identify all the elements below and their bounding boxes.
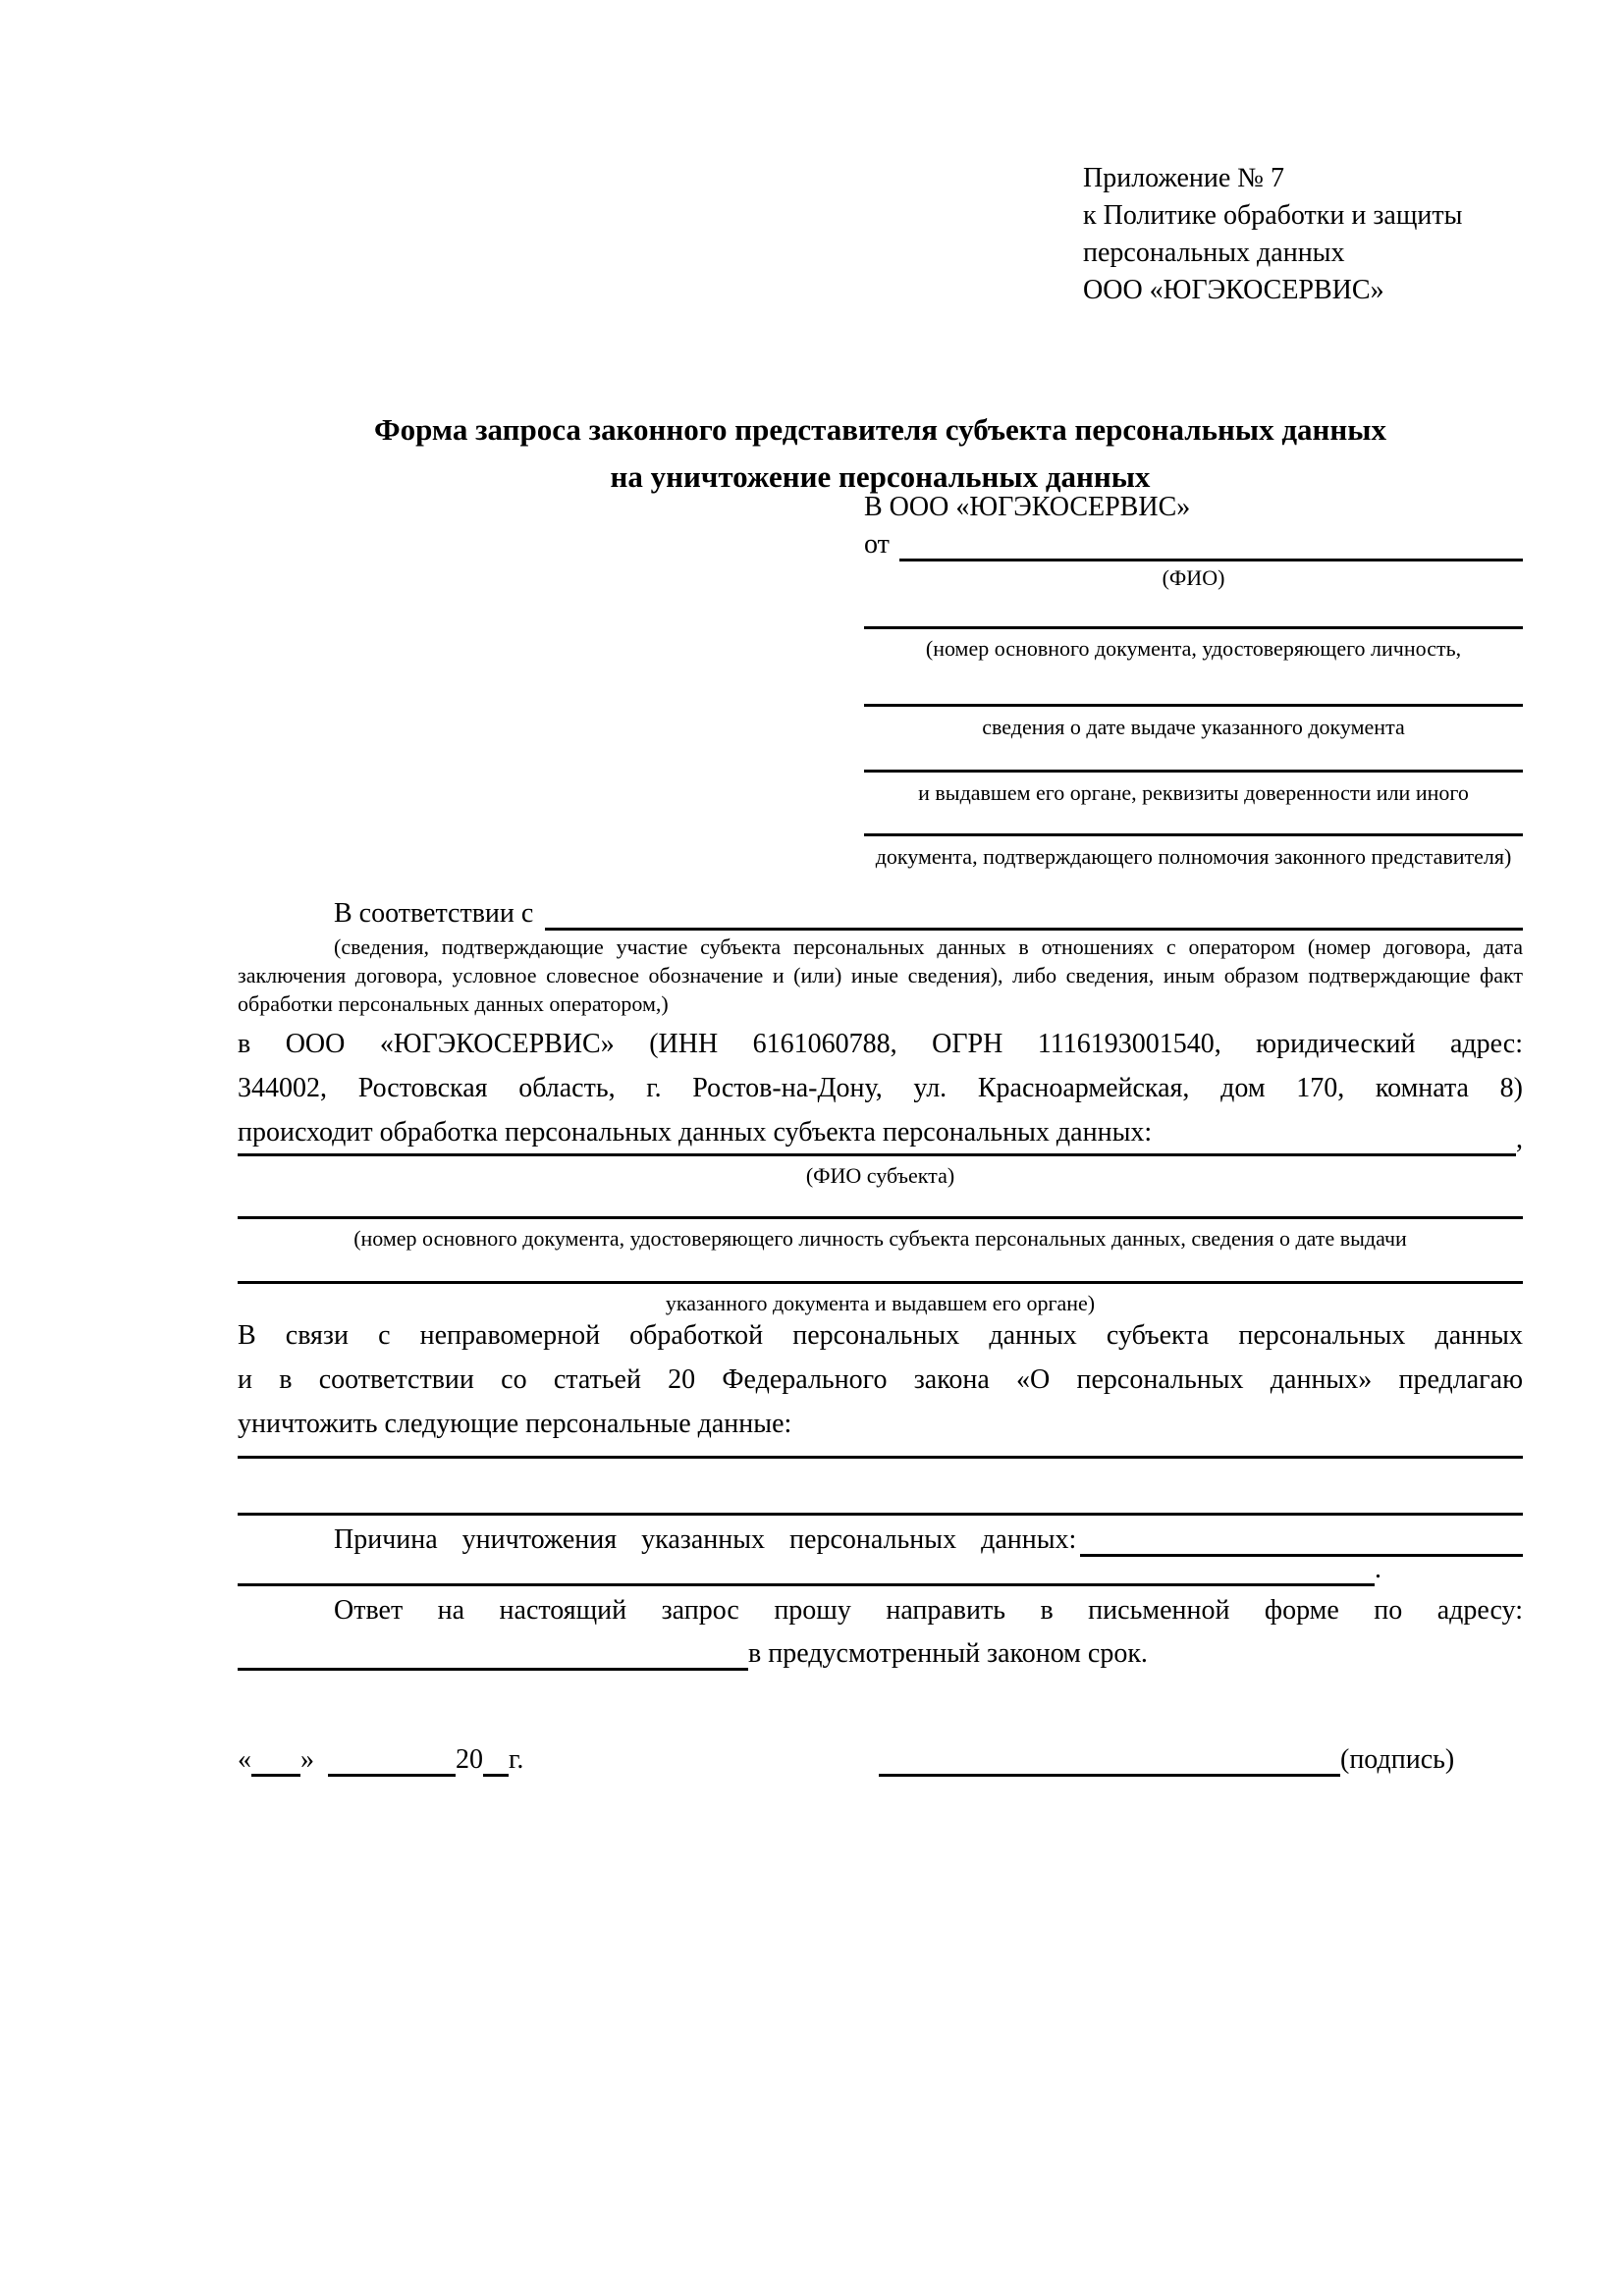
from-label: от	[864, 529, 890, 560]
fill-line-accordance	[545, 928, 1523, 931]
trailing-period: .	[1375, 1554, 1381, 1584]
accordance-fine-print	[238, 933, 1523, 1018]
caption-representative-doc-4: документа, подтверждающего полномочия законного представителя)	[875, 844, 1512, 869]
date-year-prefix: 20	[456, 1744, 483, 1775]
subject-name-row	[238, 1125, 1523, 1156]
fill-line-subject-doc-2	[238, 1281, 1523, 1284]
recipient-line: В ООО «ЮГЭКОСЕРВИС»	[864, 492, 1191, 522]
reply-address-row	[238, 1635, 1523, 1671]
fine-print-line: заключения договора, условное словесное обозначение и (или) иные сведения), либо сведения, иным образом подтверждающие факт	[238, 963, 1523, 988]
title-line: Форма запроса законного представителя субъекта персональных данных	[374, 412, 1386, 447]
fill-line-data-1	[238, 1456, 1523, 1459]
fill-line-day	[251, 1774, 300, 1777]
caption-subject-doc-1: (номер основного документа, удостоверяющего личность субъекта персональных данных, сведения о дате выдачи	[353, 1226, 1407, 1251]
caption-subject-fio: (ФИО субъекта)	[805, 1163, 955, 1188]
date-row	[238, 1743, 523, 1777]
paragraph-line: происходит обработка персональных данных субъекта персональных данных:	[238, 1117, 1153, 1148]
appendix-line: персональных данных	[1083, 238, 1345, 268]
paragraph-line: В связи с неправомерной обработкой персональных данных субъекта персональных данных	[238, 1320, 1523, 1351]
accordance-row	[238, 895, 1523, 931]
appendix-line: ООО «ЮГЭКОСЕРВИС»	[1083, 275, 1384, 305]
fine-print-line: (сведения, подтверждающие участие субъекта персональных данных в отношениях с оператором (номер договора, дата	[334, 934, 1523, 959]
appendix-header	[1083, 160, 1462, 309]
reason-row	[238, 1523, 1523, 1557]
paragraph-line: в ООО «ЮГЭКОСЕРВИС» (ИНН 6161060788, ОГРН 1116193001540, юридический адрес:	[238, 1029, 1523, 1059]
paragraph-line: 344002, Ростовская область, г. Ростов-на-Дону, ул. Красноармейская, дом 170, комната 8)	[238, 1073, 1523, 1103]
fill-line-representative-name	[899, 559, 1523, 561]
fill-line-reason-2	[238, 1583, 1375, 1586]
paragraph-line: уничтожить следующие персональные данные:	[238, 1409, 792, 1439]
title-line: на уничтожение персональных данных	[610, 459, 1151, 494]
caption-subject-doc-2: указанного документа и выдавшем его органе)	[665, 1291, 1096, 1315]
date-quote-close: »	[300, 1744, 314, 1775]
signature-caption: (подпись)	[1340, 1744, 1455, 1775]
fill-line-representative-doc-1	[864, 626, 1523, 629]
fine-print-line: обработки персональных данных оператором,)	[238, 991, 669, 1016]
accordance-label: В соответствии с	[334, 898, 534, 929]
fill-line-signature	[879, 1774, 1340, 1777]
from-field-row	[864, 528, 1523, 561]
fill-line-representative-doc-2	[864, 704, 1523, 707]
fill-line-subject-name	[238, 1153, 1516, 1156]
trailing-comma: ,	[1516, 1124, 1523, 1154]
fill-line-representative-doc-3	[864, 770, 1523, 773]
fill-line-month	[328, 1774, 456, 1777]
reply-tail-text: в предусмотренный законом срок.	[748, 1638, 1148, 1669]
fill-line-reply-address	[238, 1668, 748, 1671]
reply-request-line: Ответ на настоящий запрос прошу направить в письменной форме по адресу:	[334, 1595, 1523, 1626]
date-year-suffix: г.	[509, 1744, 524, 1775]
appendix-line: к Политике обработки и защиты	[1083, 200, 1463, 231]
reason-continuation-row	[238, 1555, 1523, 1586]
fill-line-subject-doc-1	[238, 1216, 1523, 1219]
document-title	[238, 406, 1523, 501]
appendix-line: Приложение № 7	[1083, 163, 1284, 193]
caption-representative-doc-1: (номер основного документа, удостоверяющего личность,	[925, 636, 1462, 661]
signature-row	[879, 1743, 1454, 1777]
date-quote-open: «	[238, 1744, 251, 1775]
caption-representative-doc-2: сведения о дате выдаче указанного документа	[982, 715, 1405, 739]
paragraph-line: и в соответствии со статьей 20 Федерального закона «О персональных данных» предлагаю	[238, 1364, 1523, 1395]
fill-line-year	[483, 1774, 509, 1777]
destroy-paragraph	[238, 1313, 1523, 1446]
caption-representative-doc-3: и выдавшем его органе, реквизиты доверенности или иного	[918, 780, 1469, 805]
fill-line-data-2	[238, 1513, 1523, 1516]
caption-fio: (ФИО)	[1162, 565, 1225, 590]
fill-line-representative-doc-4	[864, 833, 1523, 836]
reason-label: Причина уничтожения указанных персональных данных:	[334, 1524, 1077, 1555]
